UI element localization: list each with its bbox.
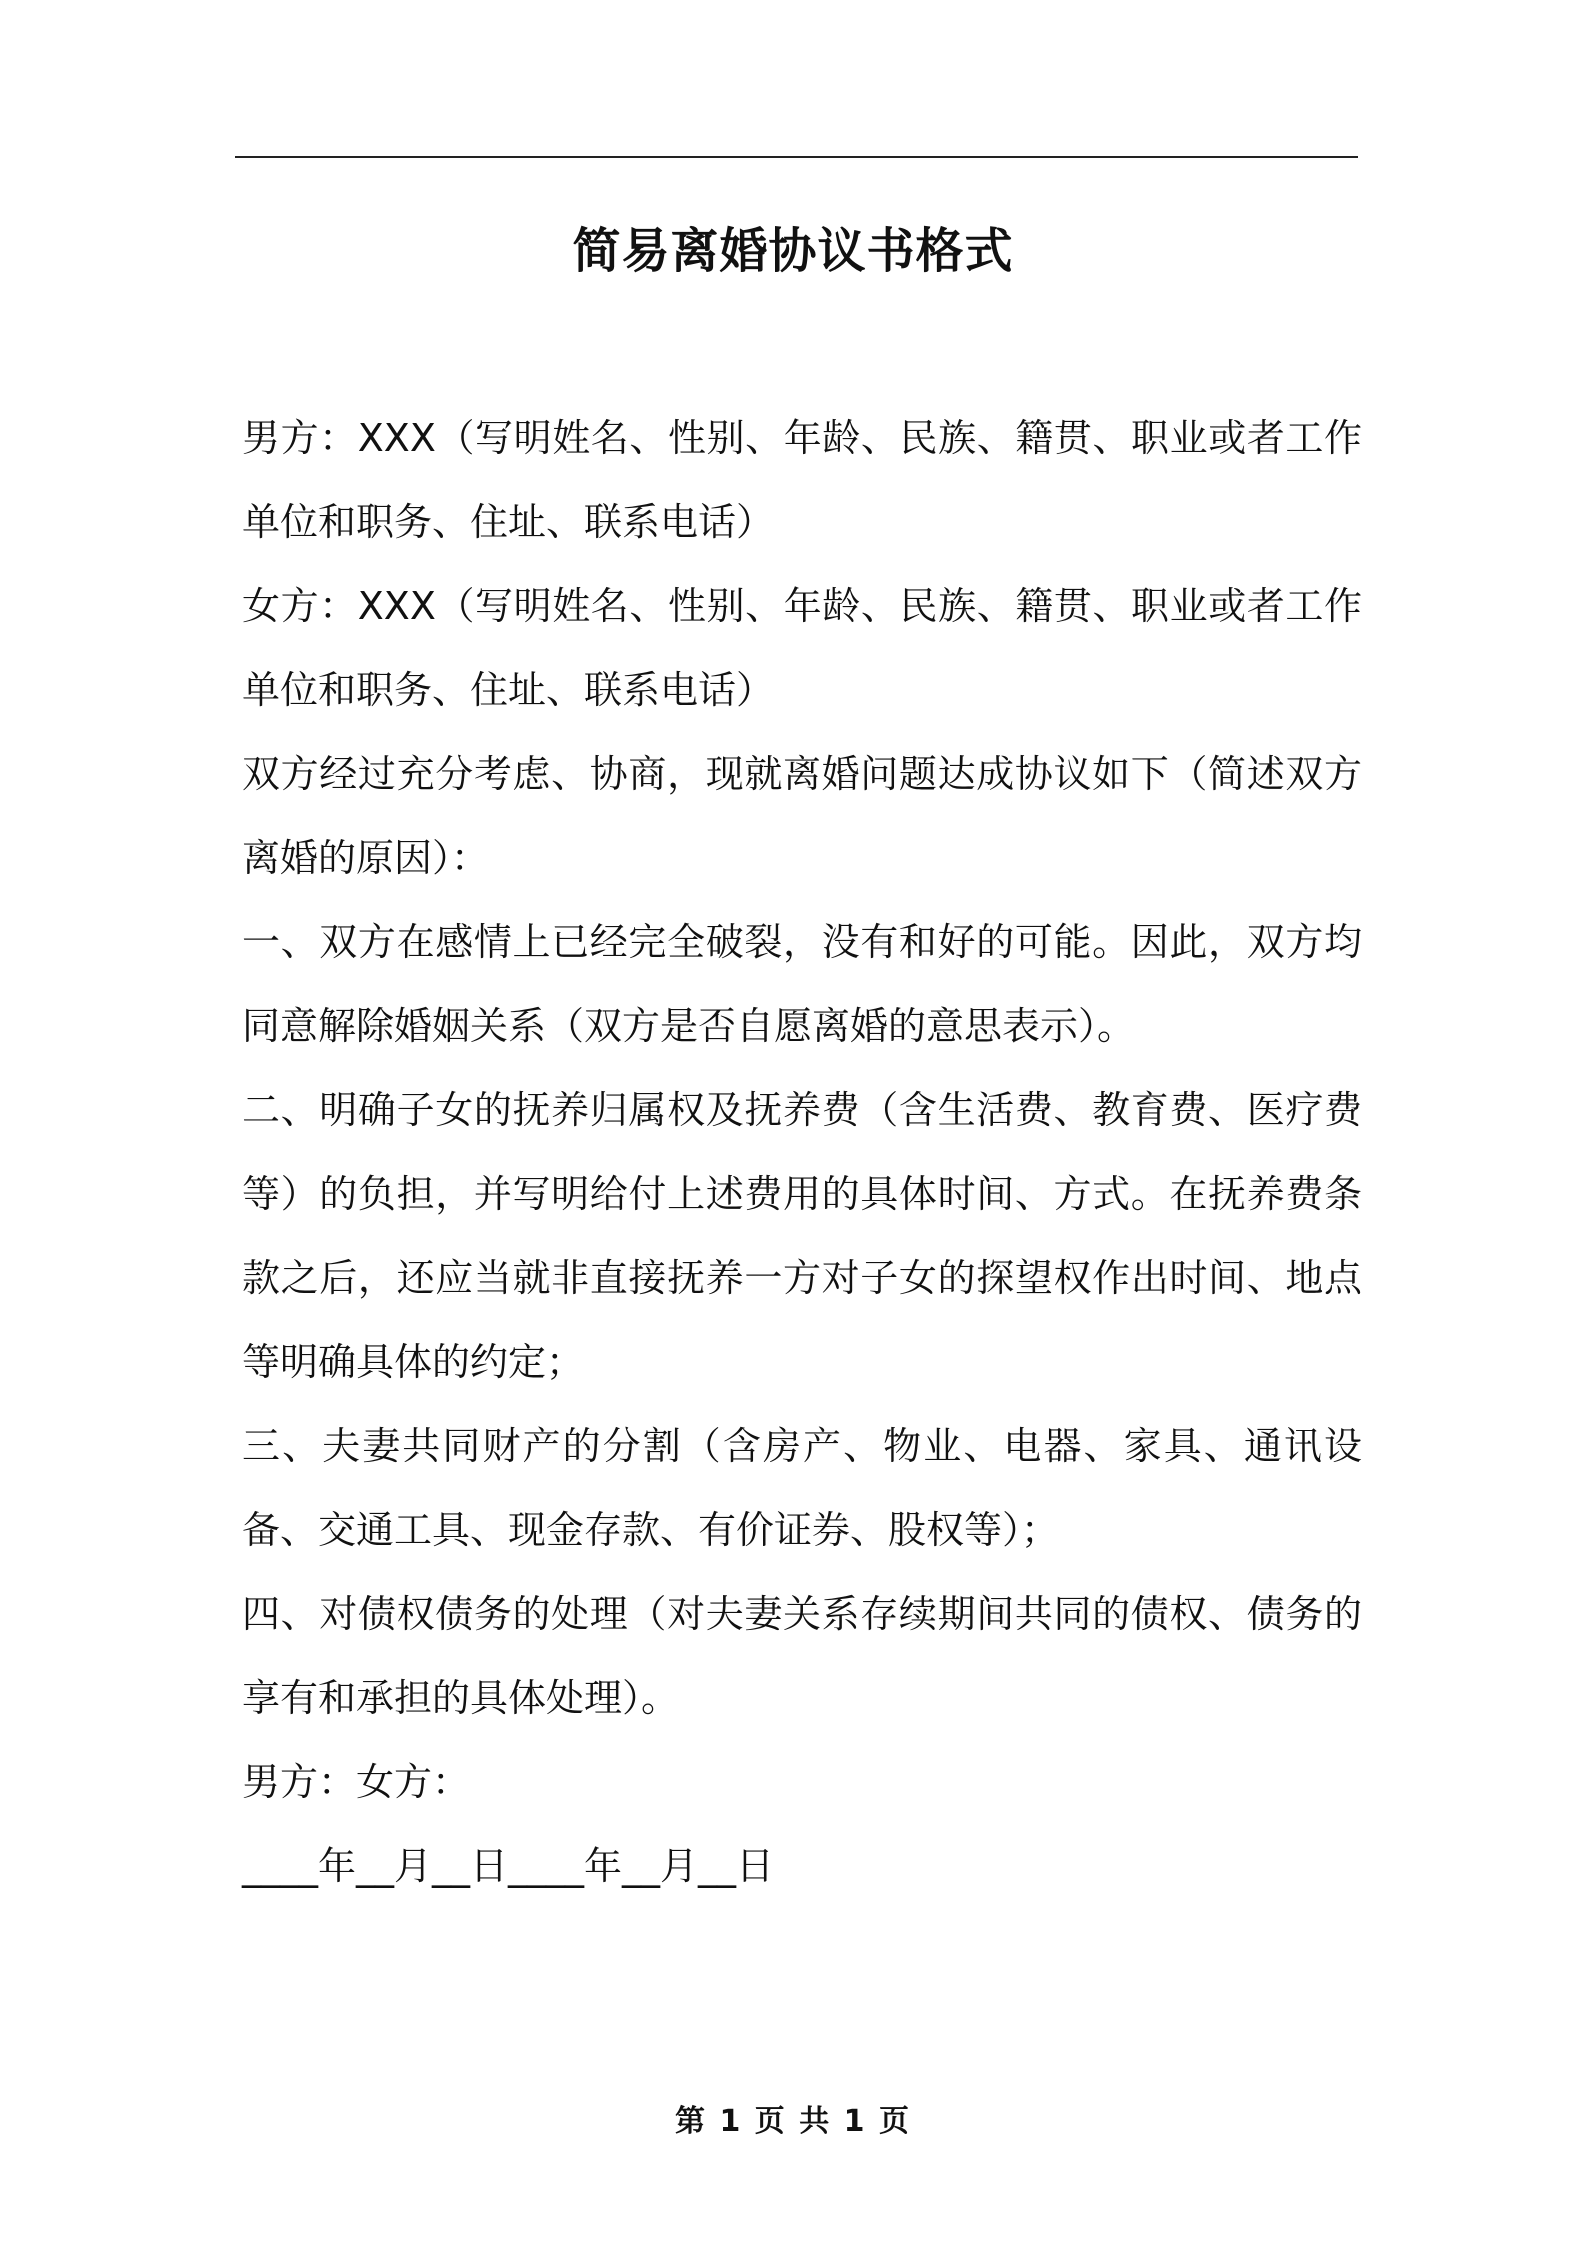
party-female-info: 女方：XXX（写明姓名、性别、年龄、民族、籍贯、职业或者工作单位和职务、住址、联系电话） <box>242 584 1362 712</box>
clause-four: 四、对债权债务的处理（对夫妻关系存续期间共同的债权、债务的享有和承担的具体处理）。 <box>242 1592 1362 1720</box>
party-male-info: 男方：XXX（写明姓名、性别、年龄、民族、籍贯、职业或者工作单位和职务、住址、联系电话） <box>242 416 1362 544</box>
clause-three: 三、夫妻共同财产的分割（含房产、物业、电器、家具、通讯设备、交通工具、现金存款、有价证券、股权等）； <box>242 1424 1362 1552</box>
clause-one: 一、双方在感情上已经完全破裂，没有和好的可能。因此，双方均同意解除婚姻关系（双方是否自愿离婚的意思表示）。 <box>242 920 1362 1048</box>
document-title: 简易离婚协议书格式 <box>572 223 1014 279</box>
document-body <box>242 396 1362 1908</box>
agreement-preamble: 双方经过充分考虑、协商，现就离婚问题达成协议如下（简述双方离婚的原因）： <box>242 752 1362 880</box>
signature-dates: ____年__月__日____年__月__日 <box>242 1844 775 1888</box>
clause-two: 二、明确子女的抚养归属权及抚养费（含生活费、教育费、医疗费等）的负担，并写明给付上述费用的具体时间、方式。在抚养费条款之后，还应当就非直接抚养一方对子女的探望权作出时间、地点等明确具体的约定； <box>242 1088 1362 1384</box>
header-divider <box>235 156 1358 158</box>
signature-parties: 男方：女方： <box>242 1760 471 1804</box>
page-number-footer: 第 1 页 共 1 页 <box>675 2104 911 2139</box>
